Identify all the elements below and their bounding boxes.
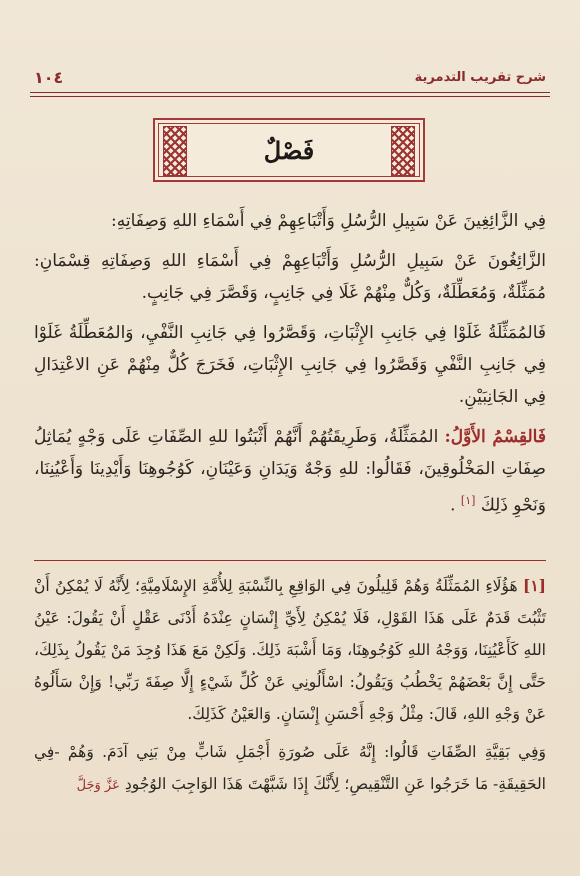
paragraph-2: فَالمُمَثِّلَةُ غَلَوْا فِي جَانِبِ الإِثْبَاتِ، وَقَصَّرُوا فِي جَانِبِ النَّفْيِ، وَالمُعَطِّلَةُ غَلَوْا فِي جَانِبِ النَّفْيِ وَقَصَّرُوا فِي جَانِبِ الإِثْبَاتِ، فَخَرَجَ كُلٌّ مِنْهُمْ عَنِ الاعْتِدَالِ فِي الجَانِبَيْنِ. [34, 323, 547, 407]
footnote-continuation-text: وَفِي بَقِيَّةِ الصِّفَاتِ قَالُوا: إِنَّهُ عَلَى صُورَةِ أَجْمَلِ شَابٍّ مِنْ بَنِي آدَمَ. وَهُمْ -فِي الحَقِيقَةِ- مَا خَرَجُوا عَنِ التَّنْقِيصِ؛ لِأَنَّكَ إِذَا شَبَّهْتَ هَذَا الوَاجِبَ الوُجُودِ [34, 743, 546, 793]
section-title-box [153, 118, 425, 182]
paragraph-3 [34, 421, 546, 522]
footnotes [34, 570, 546, 808]
footnote-continuation [34, 736, 546, 802]
paragraph-3-label: فَالقِسْمُ الأَوَّلُ: [444, 427, 546, 447]
footnote-reference[interactable]: [١] [460, 494, 476, 507]
page-number: ١٠٤ [34, 67, 64, 87]
paragraph-3-end: . [450, 495, 456, 516]
paragraph-3-text: المُمَثِّلَةُ، وَطَرِيقَتُهُمْ أَنَّهُمْ أَثْبَتُوا للهِ الصِّفَاتِ عَلَى وَجْهٍ يُمَاثِلُ صِفَاتِ المَخْلُوقِينَ، فَقَالُوا: للهِ وَجْهٌ وَيَدَانِ وَعَيْنَانِ، كَوُجُوهِنَا وَأَيْدِينَا وَأَعْيُنِنَا، وَنَحْوِ ذَلِكَ [34, 427, 546, 516]
book-title: شرح تقريب التدمرية [414, 69, 546, 85]
section-heading: فِي الزَّائِغِينَ عَنْ سَبِيلِ الرُّسُلِ وَأَتْبَاعِهِمْ فِي أَسْمَاءِ اللهِ وَصِفَاتِهِ: [111, 211, 546, 231]
section-title: فَصْلٌ [263, 136, 315, 165]
running-header [34, 66, 546, 88]
footnote-1-number: [١] [523, 576, 547, 595]
footnote-divider [34, 560, 546, 561]
footnote-1 [34, 570, 546, 730]
footnote-1-text: هَؤُلَاءِ المُمَثِّلَةُ وَهُمْ قَلِيلُونَ فِي الوَاقِعِ بِالنِّسْبَةِ لِلأُمَّةِ الإِسْلَامِيَّةِ؛ لِأَنَّهُ لَا يُمْكِنُ أَنْ تَثْبُتَ قَدَمٌ عَلَى هَذَا القَوْلِ، فَلَا يُمْكِنُ لِأَيِّ إِنْسَانٍ عِنْدَهُ أَدْنَى عَقْلٍ أَنْ يَقُولَ: عَيْنُ اللهِ كَأَعْيُنِنَا، وَوَجْهُ اللهِ كَوُجُوهِنَا، وَمَا أَشْبَهَ ذَلِكَ. وَلَكِنْ مَعَ هَذَا وُجِدَ مَنْ يَقُولُ بِذَلِكَ، حَتَّى إِنَّ بَعْضَهُمْ يَخْطُبُ وَيَقُولُ: اسْأَلُونِي عَنْ كُلِّ شَيْءٍ إِلَّا صِفَةَ رَبِّي! وَإِنْ سَأَلُوهُ عَنْ وَجْهِ اللهِ، قَالَ: مِثْلُ وَجْهِ أَحْسَنِ إِنْسَانٍ. وَالعَيْنُ كَذَلِكَ. [34, 577, 546, 723]
main-text [34, 205, 546, 530]
header-divider [30, 92, 550, 97]
ornament-left-icon [163, 126, 187, 176]
paragraph-1: الزَّائِغُونَ عَنْ سَبِيلِ الرُّسُلِ وَأَتْبَاعِهِمْ فِي أَسْمَاءِ اللهِ وَصِفَاتِهِ قِسْمَانِ: مُمَثِّلَةٌ، وَمُعَطِّلَةٌ، وَكُلٌّ مِنْهُمْ غَلَا فِي جَانِبٍ، وَقَصَّرَ فِي جَانِبٍ. [34, 251, 546, 303]
ornament-right-icon [391, 126, 415, 176]
honorific-phrase: عَزَّ وَجَلَّ [76, 778, 120, 793]
